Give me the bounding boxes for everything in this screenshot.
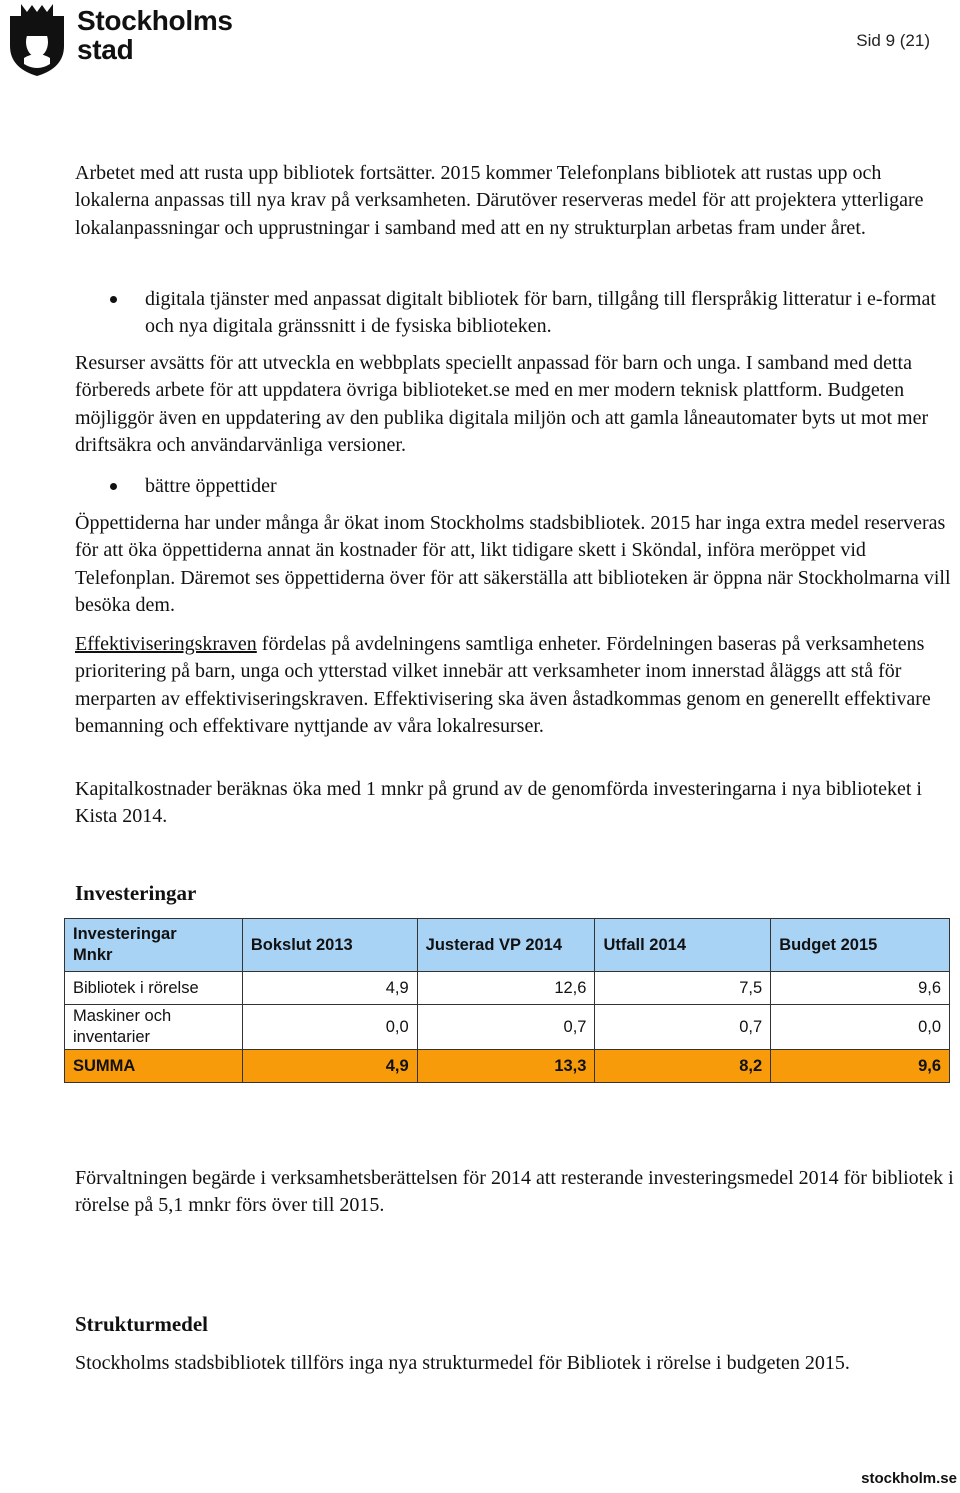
footer-site: stockholm.se	[861, 1470, 957, 1487]
table-row	[65, 972, 950, 1005]
cell-value: 12,6	[417, 972, 595, 1005]
paragraph-3: Öppettiderna har under många år ökat inom Stockholms stadsbibliotek. 2015 har inga extra medel reserveras för att öka öppettiderna annat än kostnader för att, likt tidigare skett i Sköndal, införa meröppet vid Telefonplan. Däremot ses öppettiderna över för att säkerställa att biblioteken är öppna när Stockholmarna vill besöka dem.	[75, 512, 951, 616]
sum-value: 8,2	[595, 1050, 771, 1083]
cell-value: 4,9	[242, 972, 417, 1005]
header-cell: Justerad VP 2014	[417, 919, 595, 972]
table-header-row	[65, 919, 950, 972]
sum-label: SUMMA	[65, 1050, 243, 1083]
investment-table	[64, 918, 950, 1083]
header-cell: Utfall 2014	[595, 919, 771, 972]
row-label-line2: inventarier	[73, 1028, 151, 1046]
sum-value: 4,9	[242, 1050, 417, 1083]
bullet-item-1	[75, 286, 955, 341]
heading-investeringar: Investeringar	[75, 881, 197, 905]
row-label-line1: Maskiner och	[73, 1007, 172, 1025]
heading-strukturmedel: Strukturmedel	[75, 1312, 208, 1336]
header-cell	[65, 919, 243, 972]
bullet-item-2	[75, 473, 955, 500]
header-cell: Bokslut 2013	[242, 919, 417, 972]
paragraph-4	[75, 631, 955, 740]
paragraph-7: Stockholms stadsbibliotek tillförs inga nya strukturmedel för Bibliotek i rörelse i budgeten 2015.	[75, 1352, 850, 1374]
cell-value: 0,7	[417, 1005, 595, 1050]
row-label	[65, 1005, 243, 1050]
paragraph-2: Resurser avsätts för att utveckla en webbplats speciellt anpassad för barn och unga. I samband med detta förbereds arbete för att uppdatera övriga biblioteket.se med en mer modern teknisk plattform. Budgeten möjliggör även en uppdatering av den publika digitala miljön och att gamla låneautomater byts ut mot mer driftsäkra och användarvänliga versioner.	[75, 352, 929, 456]
paragraph-6: Förvaltningen begärde i verksamhetsberättelsen för 2014 att resterande investeringsmedel 2014 för bibliotek i rörelse på 5,1 mnkr förs över till 2015.	[75, 1167, 954, 1217]
city-crest-icon	[4, 2, 70, 78]
cell-value: 0,0	[771, 1005, 950, 1050]
cell-value: 9,6	[771, 972, 950, 1005]
underlined-term: Effektiviseringskraven	[75, 633, 257, 655]
sum-value: 9,6	[771, 1050, 950, 1083]
sum-value: 13,3	[417, 1050, 595, 1083]
bullet-text: digitala tjänster med anpassat digitalt bibliotek för barn, tillgång till flerspråkig litteratur i e-format och nya digitala gränssnitt i de fysiska biblioteken.	[145, 288, 936, 338]
table-sum-row	[65, 1050, 950, 1083]
paragraph-1: Arbetet med att rusta upp bibliotek fortsätter. 2015 kommer Telefonplans bibliotek att rustas upp och lokalerna anpassas till nya krav på verksamheten. Därutöver reserveras medel för att projektera ytterligare lokalanpassningar och upprustningar i samband med att en ny strukturplan arbetas fram under året.	[75, 162, 924, 239]
cell-value: 0,7	[595, 1005, 771, 1050]
paragraph-4-rest: fördelas på avdelningens samtliga enheter. Fördelningen baseras på verksamhetens prioritering på barn, unga och ytterstad vilket innebär att verksamheter inom innerstad åläggs att stå för merparten av effektiviseringskraven. Effektivisering ska även åstadkommas genom en generellt effektivare bemanning och effektivare nyttjande av våra lokalresurser.	[75, 633, 931, 737]
logo-line1: Stockholms	[77, 5, 233, 36]
cell-value: 0,0	[242, 1005, 417, 1050]
bullet-icon	[75, 286, 145, 341]
row-label: Bibliotek i rörelse	[65, 972, 243, 1005]
stockholms-stad-logo	[0, 0, 250, 80]
header-label-line2: Mnkr	[73, 946, 113, 964]
header-cell: Budget 2015	[771, 919, 950, 972]
logo-line2: stad	[77, 34, 134, 65]
page-number: Sid 9 (21)	[856, 31, 930, 50]
header-label-line1: Investeringar	[73, 925, 177, 943]
table-row	[65, 1005, 950, 1050]
bullet-icon	[75, 473, 145, 500]
bullet-text: bättre öppettider	[145, 475, 277, 497]
cell-value: 7,5	[595, 972, 771, 1005]
paragraph-5: Kapitalkostnader beräknas öka med 1 mnkr på grund av de genomförda investeringarna i nya biblioteket i Kista 2014.	[75, 778, 922, 828]
